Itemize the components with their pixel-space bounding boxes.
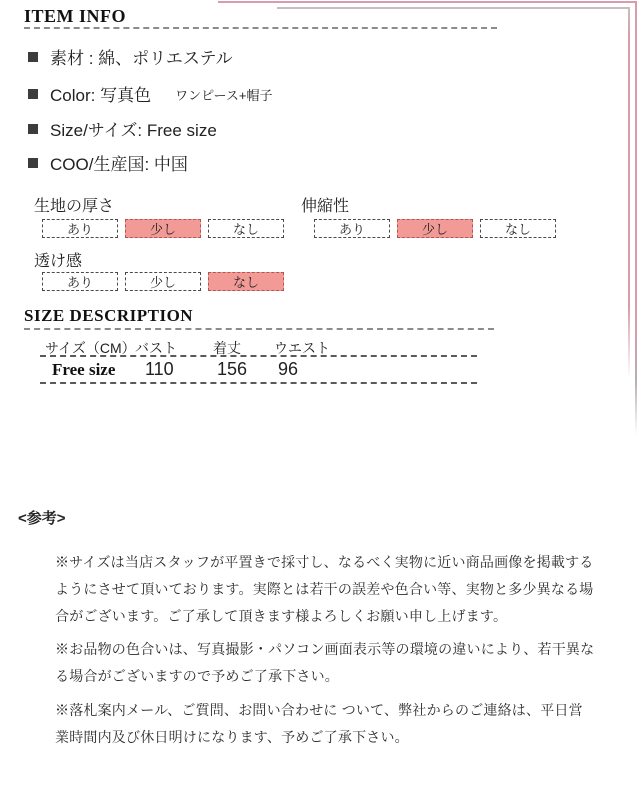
- color-text: Color: 写真色: [50, 86, 152, 105]
- fabric-thickness-option-ari: あり: [42, 219, 118, 238]
- size-table-cell-waist: 96: [278, 359, 299, 379]
- frame-top-inner-line: [277, 7, 628, 9]
- size-table-cell-freesize: Free size: [52, 360, 116, 379]
- size-description-divider: [24, 328, 494, 330]
- frame-right-outer-line: [635, 1, 637, 435]
- stretch-option-sukoshi: 少し: [397, 219, 473, 238]
- coo-text: COO/生産国: 中国: [50, 155, 188, 174]
- bullet-square-icon: [28, 158, 38, 168]
- sheerness-option-ari: あり: [42, 272, 118, 291]
- size-table-header-waist: ウエスト: [274, 340, 330, 356]
- size-table-cell-bust: 110: [145, 359, 174, 379]
- reference-paragraph-contact: ※落札案内メール、ご質問、お問い合わせに ついて、弊社からのご連絡は、平日営業時間内及び休日明けになります、予めご了承下さい。: [55, 702, 583, 745]
- bullet-square-icon: [28, 89, 38, 99]
- size-text: Size/サイズ: Free size: [50, 121, 217, 140]
- sheerness-label: 透け感: [34, 253, 83, 270]
- fabric-thickness-option-nashi: なし: [208, 219, 284, 238]
- size-table-bottom-rule: [40, 382, 477, 384]
- sheerness-option-sukoshi: 少し: [125, 272, 201, 291]
- sheerness-option-nashi: なし: [208, 272, 284, 291]
- item-info-divider: [24, 27, 497, 29]
- reference-heading: <参考>: [18, 510, 66, 527]
- material-text: 素材 : 綿、ポリエステル: [50, 49, 233, 68]
- stretch-option-nashi: なし: [480, 219, 556, 238]
- info-row-color: [28, 81, 273, 106]
- fabric-thickness-label: 生地の厚さ: [34, 198, 115, 215]
- item-info-heading: ITEM INFO: [24, 6, 127, 26]
- bullet-square-icon: [28, 124, 38, 134]
- size-table-header-rule: [40, 355, 477, 357]
- info-row-size: [28, 116, 217, 141]
- reference-paragraph-sizing: ※サイズは当店スタッフが平置きで採寸し、なるべく実物に近い商品画像を掲載するようにさせて頂いております。実際とは若干の誤差や色合い等、実物と多少異なる場合がございます。ご了承して頂きます様よろしくお願い申し上げます。: [55, 554, 594, 624]
- reference-paragraph-color: ※お品物の色合いは、写真撮影・パソコン画面表示等の環境の違いにより、若干異なる場合がございますので予めご了承下さい。: [55, 641, 595, 684]
- frame-top-outer-line: [218, 1, 637, 3]
- bullet-square-icon: [28, 52, 38, 62]
- stretch-label: 伸縮性: [301, 198, 350, 215]
- size-table-cell-length: 156: [217, 359, 248, 379]
- frame-right-inner-line: [628, 7, 630, 379]
- fabric-thickness-option-sukoshi: 少し: [125, 219, 201, 238]
- size-table-header-size: サイズ（CM）: [45, 340, 136, 356]
- size-table-header-bust: バスト: [135, 340, 177, 356]
- info-row-coo: [28, 150, 188, 175]
- size-table-header-length: 着丈: [213, 340, 241, 356]
- info-row-material: [28, 44, 233, 69]
- stretch-option-ari: あり: [314, 219, 390, 238]
- size-description-heading: SIZE DESCRIPTION: [24, 306, 194, 325]
- color-note: ワンピース+帽子: [175, 88, 273, 103]
